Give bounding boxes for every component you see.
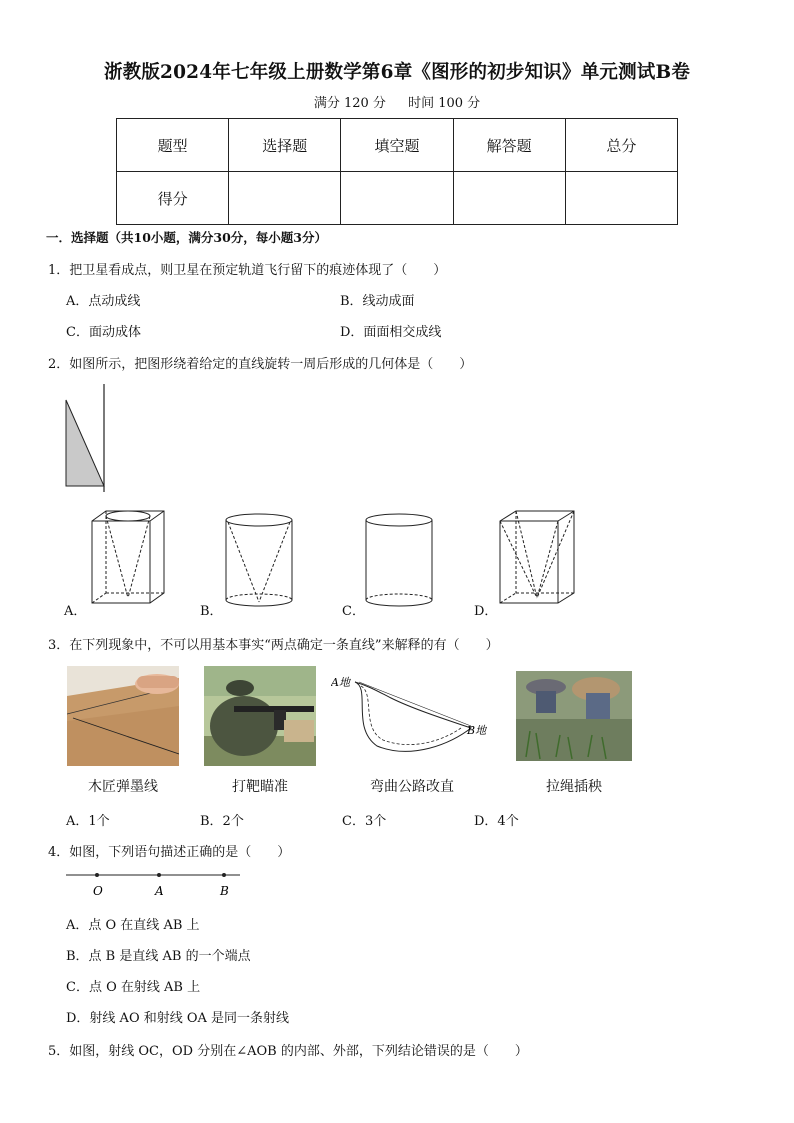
q1-option-b[interactable]: B．线动成面 [340,294,415,309]
curved-road-diagram [331,668,493,768]
q2-option-d-figure[interactable] [494,505,580,611]
score-table-header-row [117,119,678,172]
q2-option-d[interactable]: D． [474,604,498,619]
cell-score-total[interactable] [565,172,677,225]
q2-option-c[interactable]: C． [342,604,365,619]
question-3-stem: 3．在下列现象中，不可以用基本事实“两点确定一条直线”来解释的有（ ） [48,638,499,653]
map-label-b: B地 [467,724,487,737]
q3-option-a[interactable]: A．1个 [66,814,110,829]
cell-score-answer[interactable] [453,172,565,225]
q2-option-a[interactable]: A． [64,604,87,619]
q3-option-b[interactable]: B．2个 [200,814,244,829]
full-score: 满分 120 分 [313,96,386,111]
q2-option-b-figure[interactable] [222,510,298,612]
cell-answer: 解答题 [453,119,565,172]
q4-option-d[interactable]: D．射线 AO 和射线 OA 是同一条射线 [66,1011,290,1026]
cell-type: 题型 [117,119,229,172]
score-table-score-row [117,172,678,225]
caption-shooting: 打靶瞄准 [232,779,288,795]
cell-score-fill[interactable] [341,172,453,225]
q1-option-a[interactable]: A．点动成线 [66,294,141,309]
rice-planting-photo [516,671,632,761]
q4-option-a[interactable]: A．点 O 在直线 AB 上 [66,918,200,933]
page-title: 浙教版2024年七年级上册数学第6章《图形的初步知识》单元测试B卷 [103,62,691,83]
q1-option-c[interactable]: C．面动成体 [66,325,141,340]
point-o-label: O [93,884,103,898]
question-4-stem: 4．如图，下列语句描述正确的是（ ） [48,845,291,860]
time-limit: 时间 100 分 [408,96,481,111]
q1-option-d[interactable]: D．面面相交成线 [340,325,442,340]
caption-carpenter: 木匠弹墨线 [88,779,158,795]
shooting-photo [204,666,316,766]
q4-option-b[interactable]: B．点 B 是直线 AB 的一个端点 [66,949,251,964]
map-label-a: A地 [331,676,350,689]
question-1-stem: 1．把卫星看成点，则卫星在预定轨道飞行留下的痕迹体现了（ ） [48,263,447,278]
q3-option-c[interactable]: C．3个 [342,814,387,829]
q2-option-a-figure[interactable] [84,505,170,611]
cell-fill: 填空题 [341,119,453,172]
q4-line-figure [64,866,244,902]
q4-option-c[interactable]: C．点 O 在射线 AB 上 [66,980,201,995]
question-2-stem: 2．如图所示，把图形绕着给定的直线旋转一周后形成的几何体是（ ） [48,357,473,372]
q2-triangle-figure [60,380,120,498]
cell-total: 总分 [565,119,677,172]
point-b-label: B [220,884,229,898]
cell-score-label: 得分 [117,172,229,225]
exam-meta [0,92,794,111]
caption-road: 弯曲公路改直 [370,779,454,795]
point-a-label: A [155,884,164,898]
caption-rice: 拉绳插秧 [546,779,602,795]
question-5-stem: 5．如图，射线 OC，OD 分别在∠AOB 的内部、外部，下列结论错误的是（ ） [48,1044,528,1059]
section-heading: 一．选择题（共10小题，满分30分，每小题3分） [46,230,327,245]
cell-score-choice[interactable] [229,172,341,225]
cell-choice: 选择题 [229,119,341,172]
q3-option-d[interactable]: D．4个 [474,814,519,829]
score-table [116,118,678,225]
q2-option-c-figure[interactable] [362,510,438,612]
q2-option-b[interactable]: B． [200,604,223,619]
carpenter-photo [67,666,179,766]
